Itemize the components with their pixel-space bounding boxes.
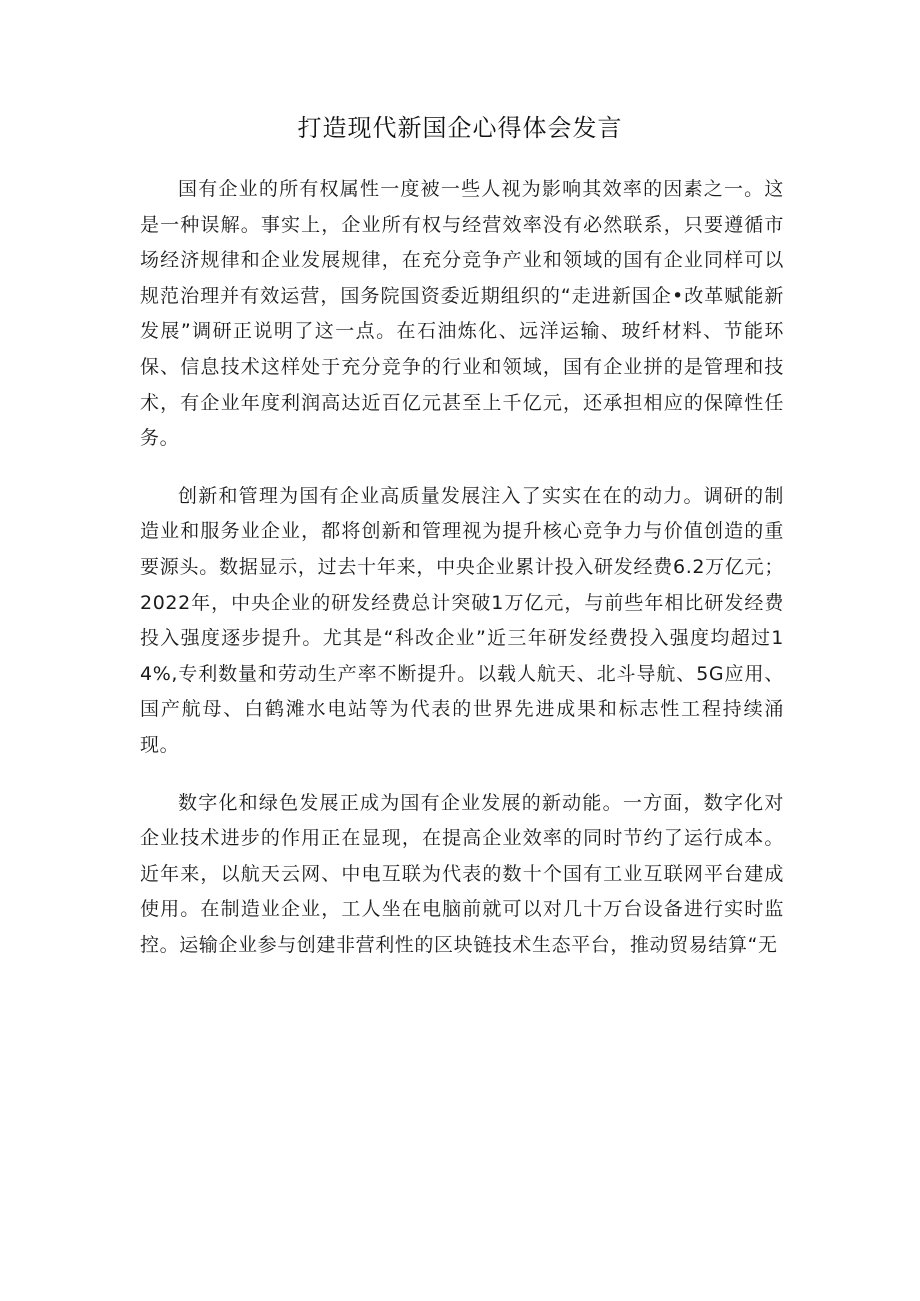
paragraph-3: 数字化和绿色发展正成为国有企业发展的新动能。一方面，数字化对企业技术进步的作用正在显现，在提高企业效率的同时节约了运行成本。近年来，以航天云网、中电互联为代表的数十个国有工业互联网平台建成使用。在制造业企业，工人坐在电脑前就可以对几十万台设备进行实时监控。运输企业参与创建非营利性的区块链技术生态平台，推动贸易结算“无 xyxy=(140,791,784,956)
paragraph-2: 创新和管理为国有企业高质量发展注入了实实在在的动力。调研的制造业和服务业企业，都将创新和管理视为提升核心竞争力与价值创造的重要源头。数据显示，过去十年来，中央企业累计投入研发经费6.2万亿元；2022年，中央企业的研发经费总计突破1万亿元，与前些年相比研发经费投入强度逐步提升。尤其是“科改企业”近三年研发经费投入强度均超过14%,专利数量和劳动生产率不断提升。以载人航天、北斗导航、5G应用、国产航母、白鹤滩水电站等为代表的世界先进成果和标志性工程持续涌现。 xyxy=(140,484,784,756)
page-title: 打造现代新国企心得体会发言 xyxy=(297,114,623,142)
document-body xyxy=(140,172,784,985)
paragraph-1: 国有企业的所有权属性一度被一些人视为影响其效率的因素之一。这是一种误解。事实上，企业所有权与经营效率没有必然联系，只要遵循市场经济规律和企业发展规律，在充分竞争产业和领域的国有企业同样可以规范治理并有效运营，国务院国资委近期组织的“走进新国企•改革赋能新发展”调研正说明了这一点。在石油炼化、远洋运输、玻纤材料、节能环保、信息技术这样处于充分竞争的行业和领域，国有企业拼的是管理和技术，有企业年度利润高达近百亿元甚至上千亿元，还承担相应的保障性任务。 xyxy=(140,178,784,450)
